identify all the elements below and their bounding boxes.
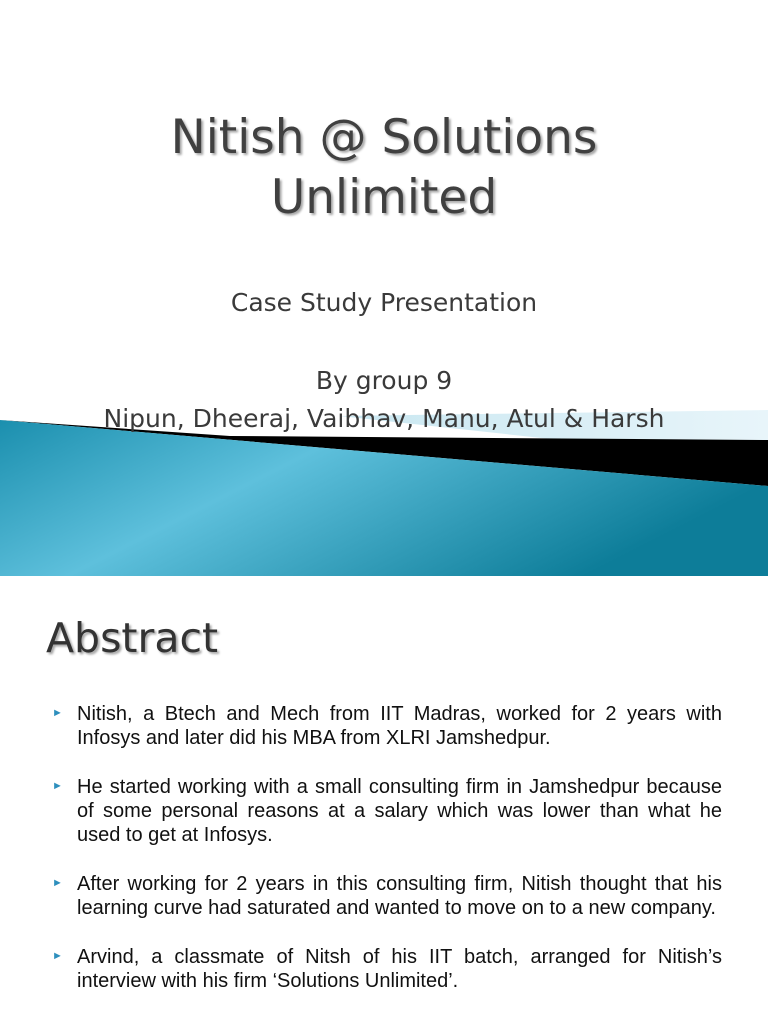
abstract-bullet-list	[52, 702, 722, 1018]
bullet-text: Arvind, a classmate of Nitsh of his IIT batch, arranged for Nitish’s interview with his firm ‘Solutions Unlimited’.	[77, 946, 722, 992]
bullet-text: Nitish, a Btech and Mech from IIT Madras, worked for 2 years with Infosys and later did his MBA from XLRI Jamshedpur.	[77, 703, 722, 749]
bullet-text: He started working with a small consulting firm in Jamshedpur because of some personal reasons at a salary which was lower than what he used to get at Infosys.	[77, 776, 722, 846]
subtitle: Case Study Presentation	[230, 288, 538, 317]
title-line-1: Nitish @ Solutions	[170, 110, 598, 165]
triangle-bullet-icon: ►	[52, 707, 63, 719]
triangle-bullet-icon: ►	[52, 950, 63, 962]
abstract-title: Abstract	[46, 614, 219, 662]
triangle-bullet-icon: ►	[52, 780, 63, 792]
triangle-bullet-icon: ►	[52, 877, 63, 889]
list-item	[52, 702, 722, 750]
group-members: Nipun, Dheeraj, Vaibhav, Manu, Atul & Harsh	[103, 404, 665, 433]
title-line-2: Unlimited	[270, 170, 498, 225]
slide-title	[0, 108, 768, 228]
byline: By group 9	[315, 366, 453, 395]
list-item	[52, 775, 722, 847]
abstract-slide	[0, 576, 768, 1024]
bullet-text: After working for 2 years in this consulting firm, Nitish thought that his learning curve had saturated and wanted to move on to a new company.	[77, 873, 722, 919]
list-item	[52, 945, 722, 993]
list-item	[52, 872, 722, 920]
